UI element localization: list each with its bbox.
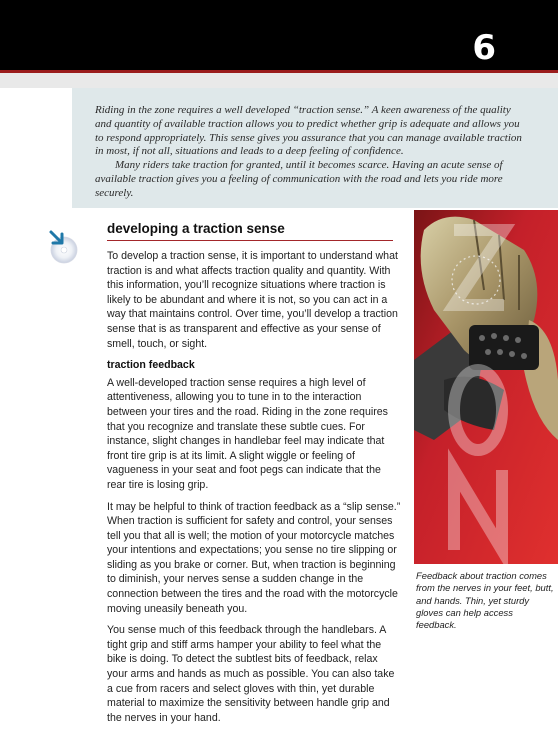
chapter-header-bar (0, 0, 558, 70)
intro-text (95, 104, 525, 201)
intro-box (72, 88, 558, 208)
photo-caption: Feedback about traction comes from the nerves in your feet, butt, and hands. Thin, yet sturdy gloves can help access feedback. (416, 570, 554, 631)
body-paragraph: You sense much of this feedback through the handlebars. A tight grip and stiff arms hamper your ability to feel what the bike is doing. To detect the subtlest bits of feedback, relax your arms and hands as much as possible. You can also take a cue from racers and select gloves with thin, yet durable material to maximize the sensitivity between handle grip and the nerves in your hand. (107, 624, 395, 724)
header-band (0, 73, 558, 88)
intro-paragraph: Riding in the zone requires a well developed “traction sense.” A keen awareness of the quality and quantity of available traction allows you to predict whether grip is adequate and allows you to respond appropriately. This sense gives you assurance that you can manage available traction in most, if not all, situations and leads to a deep feeling of confidence. (95, 104, 522, 158)
body-paragraph: It may be helpful to think of traction feedback as a “slip sense.” When traction is sufficient for safety and control, your senses tell you that all is well; the motion of your motorcycle matches your intentions and expectations; you sense no tire slipping or sliding as you brake or corner. But, when traction is beginning to diminish, your nerves sense a sudden change in the connection between the tires and the road with the motorcycle moving uneasily beneath you. (107, 500, 401, 615)
body-column (107, 249, 401, 732)
body-paragraph: A well-developed traction sense requires a high level of attentiveness, allowing you to tune in to the interaction between your tires and the road. Riding in the zone requires that you recognize and translate these subtle cues. For instance, slight changes in handlebar feel may indicate that front tire grip is at its limit. A slight wiggle or feeling of vagueness in your seat and foot pegs can indicate that the rear tire is losing grip. (107, 376, 388, 491)
section-heading: developing a traction sense (107, 221, 393, 241)
chapter-number: 6 (472, 28, 496, 68)
arrow-down-right-icon (48, 228, 78, 268)
body-paragraph: To develop a traction sense, it is important to understand what traction is and what affects traction quality and quantity. With this information, you’ll recognize situations where traction is likely to be abundant and where it is not, so you can act in a way that maintains control. Over time, you’ll develop a traction sense that is as transparent and effective as your sense of smell, touch, or sight. (107, 250, 398, 350)
intro-paragraph: Many riders take traction for granted, until it becomes scarce. Having an acute sense of available traction gives you a feeling of communication with the road and lets you ride more securely. (95, 159, 503, 199)
subheading: traction feedback (107, 359, 195, 372)
gloves-photo (414, 210, 558, 564)
gloves-illustration (414, 210, 558, 564)
